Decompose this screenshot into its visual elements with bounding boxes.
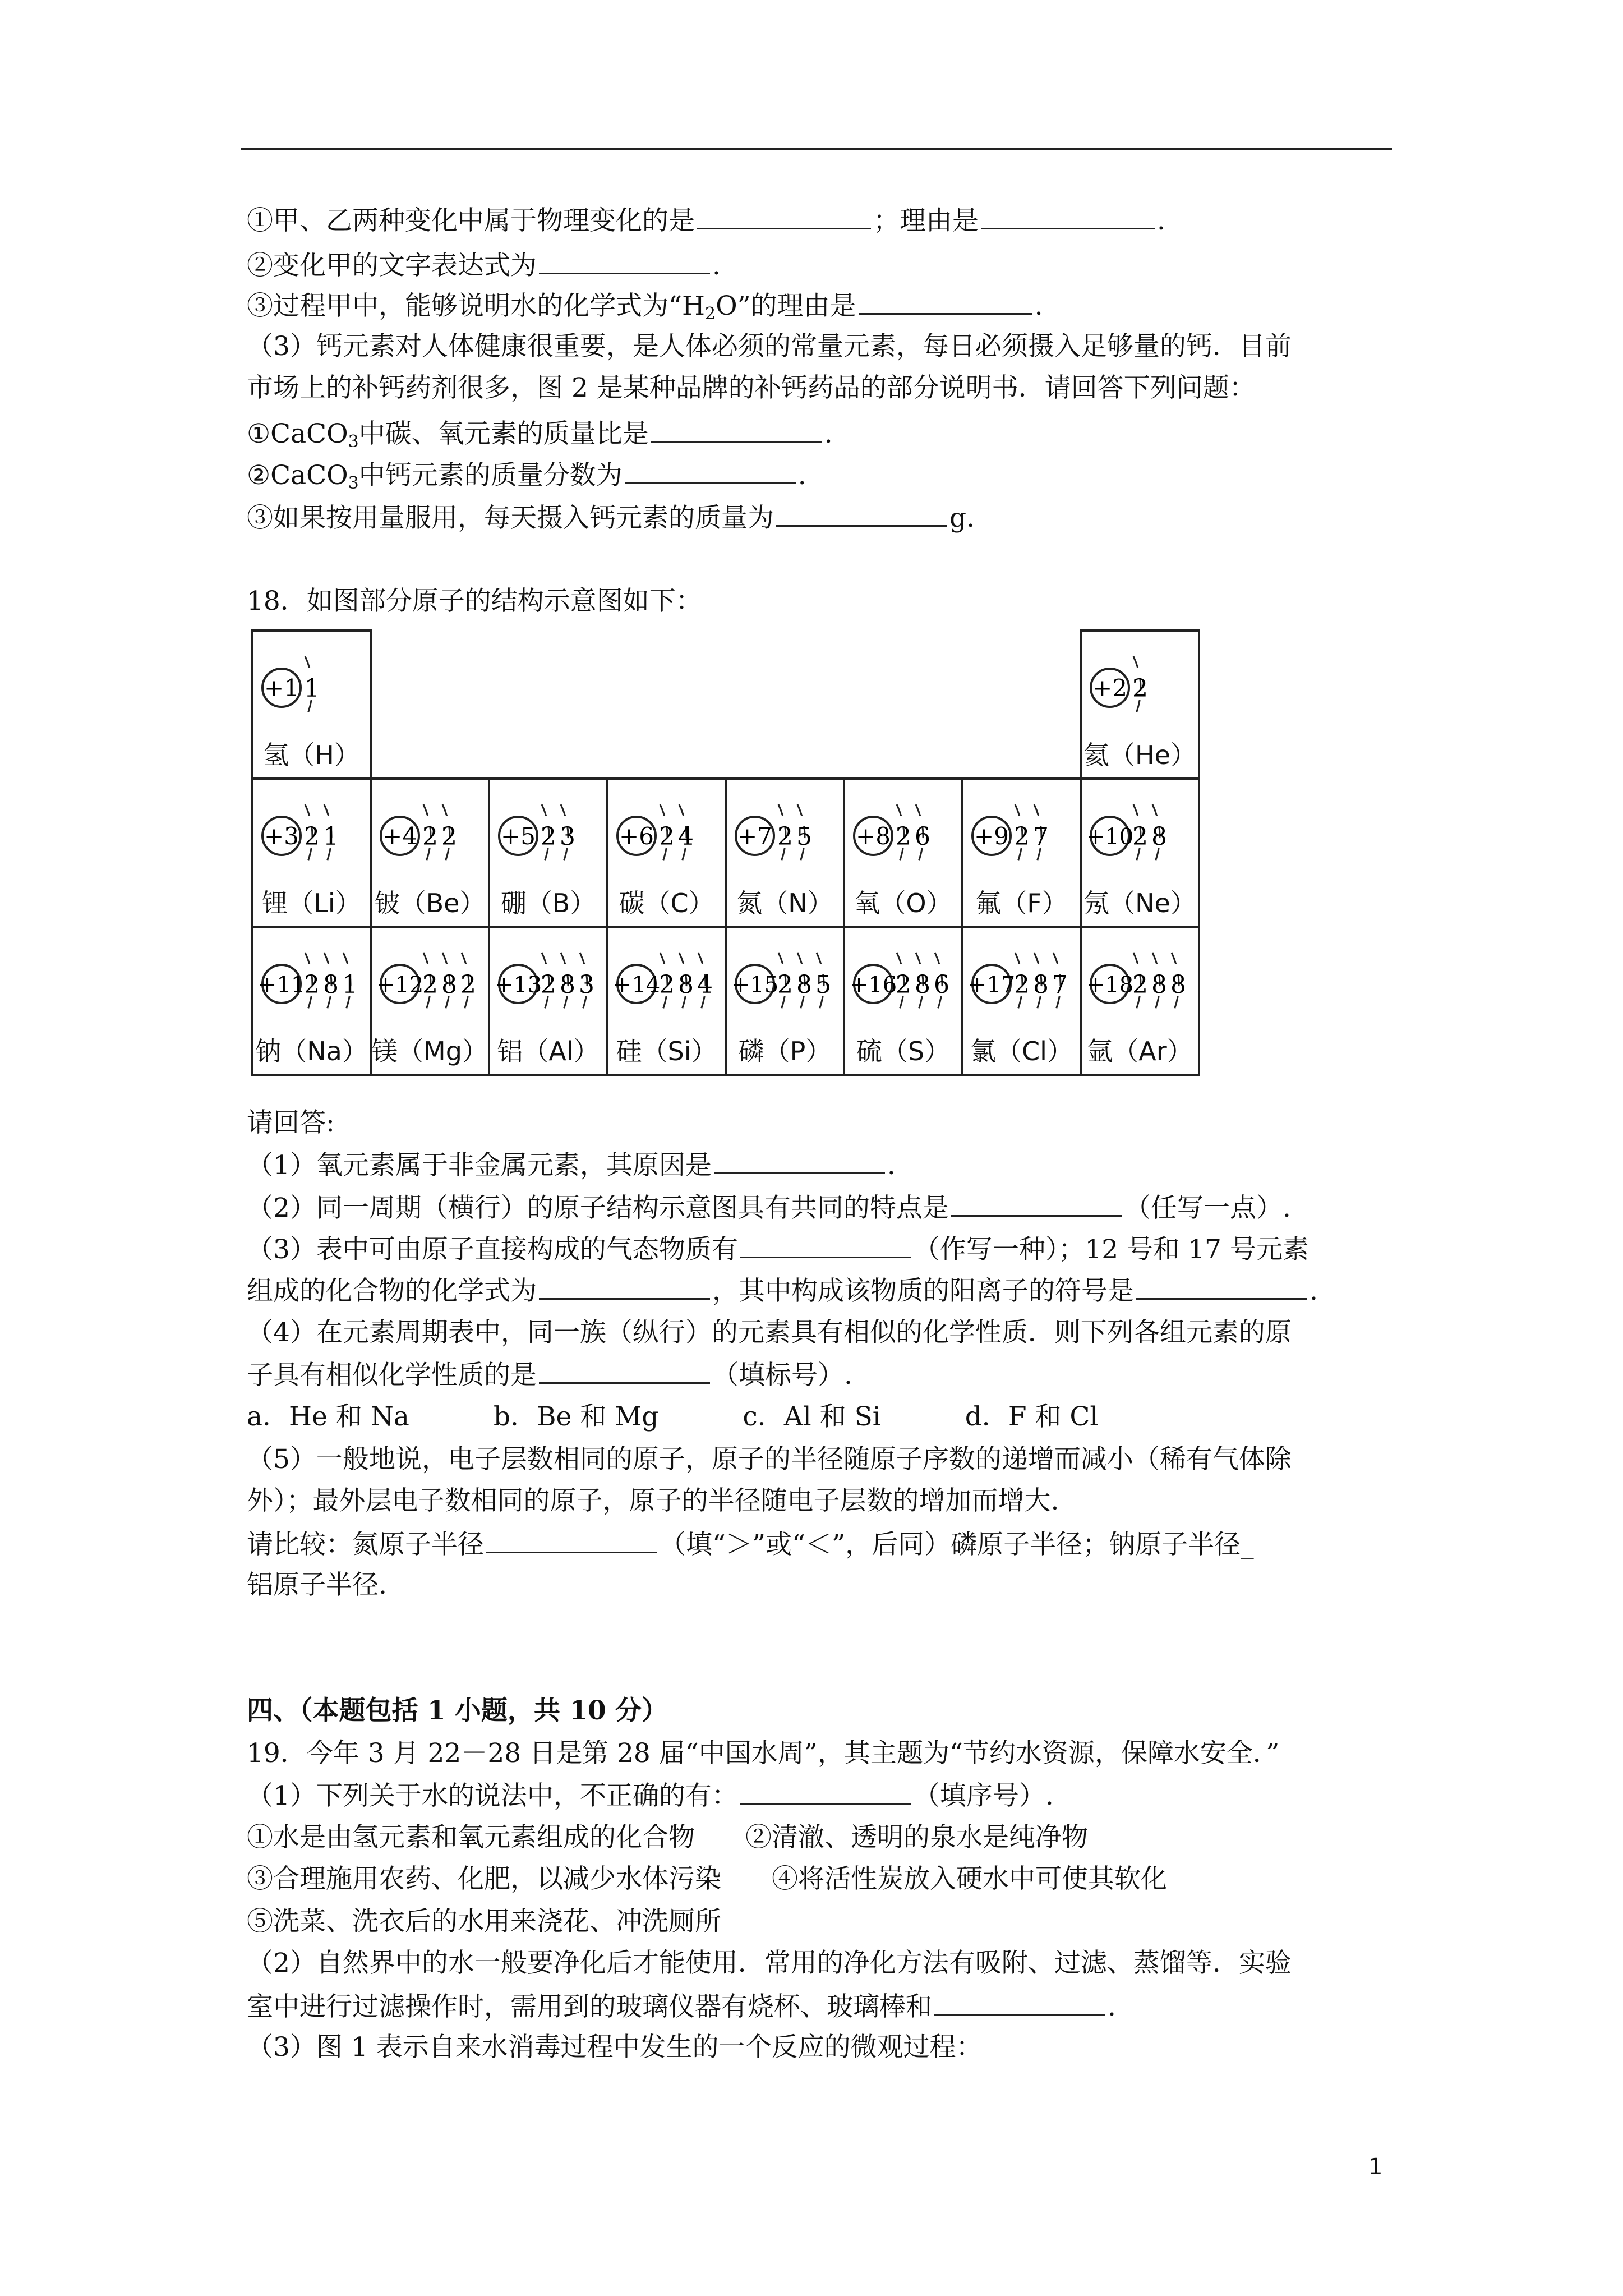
shell-electron-count: 2 (1132, 822, 1148, 851)
q19-options-row-1 (247, 1821, 1088, 1855)
atom-structure-diagram (256, 644, 366, 728)
nuclear-charge: +15 (731, 972, 779, 998)
q17-line-5: 市场上的补钙药剂很多，图 2 是某种品牌的补钙药品的部分说明书．请回答下列问题： (247, 372, 1256, 403)
q19-option-5: ⑤洗菜、洗衣后的水用来浇花、冲洗厕所 (247, 1906, 721, 1937)
shell-electron-count: 5 (796, 822, 812, 851)
atom-diagram-svg (256, 644, 366, 728)
q17-line-4: （3）钙元素对人体健康很重要，是人体必须的常量元素，每日必须摄入足够量的钙．目前 (247, 331, 1292, 362)
q19-option-4: ④将活性炭放入硬水中可使其软化 (772, 1864, 1167, 1894)
element-name: 碳（C） (619, 888, 714, 918)
nuclear-charge: +6 (619, 822, 654, 850)
atom-structure-diagram (492, 792, 602, 876)
nuclear-charge: +4 (382, 822, 417, 850)
shell-electron-count: 2 (1132, 674, 1148, 703)
element-name: 硫（S） (856, 1036, 951, 1066)
q17-line-1: ①甲、乙两种变化中属于物理变化的是 ；理由是 . (247, 203, 1165, 238)
atom-cell (370, 926, 490, 1076)
option-c: c．Al 和 Si (743, 1401, 881, 1432)
q18-part-3-line-2: 组成的化合物的化学式为 ，其中构成该物质的阳离子的符号是 . (247, 1273, 1318, 1308)
atom-structure-diagram (729, 792, 839, 876)
nuclear-charge: +14 (612, 972, 661, 998)
shell-electron-count: 5 (815, 970, 831, 999)
q18-part-4-line-1: （4）在元素周期表中，同一族（纵行）的元素具有相似的化学性质．则下列各组元素的原 (247, 1317, 1292, 1348)
atom-structure-diagram (374, 940, 484, 1024)
shell-electron-count: 2 (441, 822, 457, 851)
q17-line-6: ①CaCO$_3$中碳、氧元素的质量比是 . (247, 416, 833, 451)
atom-diagram-svg (374, 792, 484, 876)
shell-electron-count: 7 (1052, 970, 1068, 999)
nuclear-charge: +8 (856, 822, 891, 850)
shell-electron-count: 4 (697, 970, 713, 999)
atom-structure-diagram (611, 940, 721, 1024)
shell-electron-count: 2 (1014, 822, 1030, 851)
shell-electron-count: 8 (678, 970, 694, 999)
section-heading: 四、（本题包括 1 小题，共 10 分） (247, 1695, 668, 1726)
shell-electron-count: 6 (934, 970, 949, 999)
atom-diagram-svg (847, 940, 957, 1024)
atom-cell (488, 926, 608, 1076)
atom-cell (606, 777, 727, 928)
atom-diagram-svg (492, 940, 602, 1024)
q17-line-8: ③如果按用量服用，每天摄入钙元素的质量为 g. (247, 500, 975, 535)
atom-cell (725, 777, 845, 928)
element-name: 钠（Na） (255, 1036, 368, 1066)
nuclear-charge: +11 (257, 972, 306, 998)
atom-cell (1080, 926, 1200, 1076)
atom-diagram-svg (256, 940, 366, 1024)
element-name: 硼（B） (500, 888, 596, 918)
shell-electron-count: 1 (342, 970, 358, 999)
atom-structure-diagram (611, 792, 721, 876)
q19-option-3: ③合理施用农药、化肥，以减少水体污染 (247, 1864, 721, 1894)
nuclear-charge: +18 (1086, 972, 1134, 998)
element-name: 氟（F） (975, 888, 1068, 918)
element-name: 磷（P） (738, 1036, 832, 1066)
atom-cell (1080, 777, 1200, 928)
answer-blank[interactable] (740, 1232, 911, 1258)
answer-blank[interactable] (539, 1358, 710, 1384)
nuclear-charge: +10 (1086, 824, 1134, 850)
atom-diagram-svg (847, 792, 957, 876)
shell-electron-count: 2 (541, 822, 556, 851)
atom-structure-diagram (256, 940, 366, 1024)
element-name: 氩（Ar） (1087, 1036, 1193, 1066)
atom-diagram-svg (1084, 644, 1194, 728)
atom-structure-diagram (966, 940, 1076, 1024)
shell-electron-count: 2 (304, 970, 320, 999)
q18-part-5-line-1: （5）一般地说，电子层数相同的原子，原子的半径随原子序数的递增而减小（稀有气体除 (247, 1444, 1292, 1475)
element-name: 铍（Be） (374, 888, 486, 918)
element-name: 氖（Ne） (1083, 888, 1196, 918)
q19-options-row-2 (247, 1862, 1167, 1896)
shell-electron-count: 3 (579, 970, 594, 999)
atom-cell (725, 926, 845, 1076)
shell-electron-count: 3 (560, 822, 575, 851)
shell-electron-count: 1 (323, 822, 339, 851)
shell-electron-count: 8 (1170, 970, 1186, 999)
answer-blank[interactable] (539, 248, 710, 274)
atom-diagram-svg (374, 940, 484, 1024)
element-name: 镁（Mg） (372, 1036, 488, 1066)
atom-cell (843, 777, 963, 928)
atom-cell (251, 777, 372, 928)
answer-blank[interactable] (1136, 1273, 1307, 1300)
nuclear-charge: +16 (849, 972, 897, 998)
shell-electron-count: 7 (1033, 822, 1049, 851)
q19-option-1: ①水是由氢元素和氧元素组成的化合物 (247, 1822, 695, 1853)
atom-diagram-svg (492, 792, 602, 876)
answer-blank[interactable] (697, 203, 871, 229)
q18-part-5-line-4: 铝原子半径. (247, 1570, 387, 1600)
option-d: d．F 和 Cl (965, 1401, 1099, 1432)
shell-electron-count: 8 (441, 970, 457, 999)
atom-structure-diagram (374, 792, 484, 876)
element-name: 氯（Cl） (970, 1036, 1073, 1066)
atom-structure-diagram (1084, 644, 1194, 728)
shell-electron-count: 2 (659, 970, 675, 999)
q18-options (247, 1400, 1098, 1434)
option-a: a．He 和 Na (247, 1401, 409, 1432)
atom-structure-diagram (847, 792, 957, 876)
shell-electron-count: 2 (460, 970, 476, 999)
q17-line-3: ③过程甲中，能够说明水的化学式为“$H_2O$”的理由是 . (247, 288, 1043, 323)
q17-line-2: ②变化甲的文字表达式为 . (247, 248, 721, 283)
atom-cell (961, 926, 1082, 1076)
shell-electron-count: 8 (1151, 822, 1167, 851)
shell-electron-count: 2 (304, 822, 320, 851)
shell-electron-count: 2 (659, 822, 675, 851)
atom-diagram-svg (729, 940, 839, 1024)
nuclear-charge: +17 (967, 972, 1016, 998)
shell-electron-count: 4 (678, 822, 694, 851)
answer-blank[interactable] (951, 1190, 1122, 1217)
page-number: 1 (1368, 2154, 1383, 2180)
q18-part-4-line-2: 子具有相似化学性质的是 （填标号）. (247, 1358, 852, 1392)
shell-electron-count: 2 (1132, 970, 1148, 999)
header-rule (241, 148, 1392, 150)
shell-electron-count: 2 (896, 822, 911, 851)
atom-diagram-svg (611, 940, 721, 1024)
shell-electron-count: 2 (896, 970, 911, 999)
atom-diagram-svg (966, 792, 1076, 876)
nuclear-charge: +7 (737, 822, 772, 850)
atom-diagram-svg (966, 940, 1076, 1024)
q19-options-row-3 (247, 1905, 721, 1939)
nuclear-charge: +2 (1092, 674, 1127, 702)
q19-line-1: 19．今年 3 月 22－28 日是第 28 届“中国水周”，其主题为“节约水资源，保障水安全．” (247, 1738, 1280, 1769)
answer-blank[interactable] (740, 1778, 911, 1805)
shell-electron-count: 2 (422, 822, 438, 851)
q18-answer-intro: 请回答: (247, 1107, 335, 1138)
shell-electron-count: 2 (777, 970, 793, 999)
shell-electron-count: 2 (1014, 970, 1030, 999)
atom-diagram-svg (729, 792, 839, 876)
atom-cell (606, 926, 727, 1076)
q19-line-5: （3）图 1 表示自来水消毒过程中发生的一个反应的微观过程： (247, 2032, 983, 2063)
q18-part-5-line-2: 外）；最外层电子数相同的原子，原子的半径随电子层数的增加而增大. (247, 1485, 1059, 1516)
atom-diagram-svg (256, 792, 366, 876)
q19-line-4: 室中进行过滤操作时，需用到的玻璃仪器有烧杯、玻璃棒和 . (247, 1989, 1116, 2024)
shell-electron-count: 8 (560, 970, 575, 999)
atom-cell (488, 777, 608, 928)
shell-electron-count: 8 (1151, 970, 1167, 999)
q17-line-7: ②CaCO$_3$中钙元素的质量分数为 . (247, 458, 806, 493)
atom-diagram-svg (1084, 940, 1194, 1024)
q18-part-1: （1）氧元素属于非金属元素，其原因是 . (247, 1148, 896, 1182)
atom-cell (370, 777, 490, 928)
q19-line-2: （1）下列关于水的说法中，不正确的有： （填序号）. (247, 1778, 1054, 1813)
shell-electron-count: 1 (304, 674, 320, 703)
nuclear-charge: +13 (494, 972, 542, 998)
q19-line-3: （2）自然界中的水一般要净化后才能使用．常用的净化方法有吸附、过滤、蒸馏等．实验 (247, 1948, 1292, 1978)
atom-diagram-svg (1084, 792, 1194, 876)
answer-blank[interactable] (714, 1148, 885, 1174)
q18-part-5-line-3: 请比较：氮原子半径 （填“＞”或“＜”，后同）磷原子半径；钠原子半径_ (247, 1527, 1254, 1562)
atom-structure-diagram (256, 792, 366, 876)
element-name: 硅（Si） (616, 1036, 717, 1066)
atom-cell (251, 926, 372, 1076)
nuclear-charge: +9 (974, 822, 1009, 850)
answer-blank[interactable] (776, 500, 947, 527)
answer-blank[interactable] (859, 288, 1032, 315)
q19-option-2: ②清澈、透明的泉水是纯净物 (745, 1822, 1088, 1853)
shell-electron-count: 8 (323, 970, 339, 999)
q18-part-3-line-1: （3）表中可由原子直接构成的气态物质有 （作写一种）；12 号和 17 号元素 (247, 1232, 1309, 1267)
shell-electron-count: 2 (777, 822, 793, 851)
shell-electron-count: 8 (915, 970, 930, 999)
element-name: 氦（He） (1083, 740, 1196, 770)
q18-part-2: （2）同一周期（横行）的原子结构示意图具有共同的特点是 （任写一点）. (247, 1190, 1291, 1225)
element-name: 铝（Al） (497, 1036, 600, 1066)
answer-blank[interactable] (981, 203, 1155, 229)
atom-structure-diagram (1084, 792, 1194, 876)
nuclear-charge: +1 (264, 674, 299, 702)
atom-structure-diagram (1084, 940, 1194, 1024)
atom-cell (843, 926, 963, 1076)
element-name: 锂（Li） (262, 888, 361, 918)
element-name: 氮（N） (736, 888, 833, 918)
shell-electron-count: 8 (1033, 970, 1049, 999)
shell-electron-count: 2 (422, 970, 438, 999)
atom-structure-diagram (847, 940, 957, 1024)
shell-electron-count: 8 (796, 970, 812, 999)
nuclear-charge: +5 (501, 822, 536, 850)
answer-blank[interactable] (486, 1527, 657, 1553)
element-name: 氢（H） (263, 740, 360, 770)
atom-structure-diagram (966, 792, 1076, 876)
atom-structure-diagram (729, 940, 839, 1024)
shell-electron-count: 2 (541, 970, 556, 999)
option-b: b．Be 和 Mg (493, 1401, 659, 1432)
answer-blank[interactable] (651, 416, 822, 443)
atom-structure-diagram (492, 940, 602, 1024)
element-name: 氧（O） (854, 888, 952, 918)
atom-cell (1080, 629, 1200, 780)
shell-electron-count: 6 (915, 822, 930, 851)
nuclear-charge: +12 (376, 972, 424, 998)
atom-cell (251, 629, 372, 780)
answer-blank[interactable] (539, 1273, 710, 1300)
atom-structure-table (251, 629, 1198, 1076)
nuclear-charge: +3 (264, 822, 299, 850)
atom-cell (961, 777, 1082, 928)
answer-blank[interactable] (625, 458, 796, 484)
q18-title: 18．如图部分原子的结构示意图如下： (247, 586, 702, 616)
atom-diagram-svg (611, 792, 721, 876)
answer-blank[interactable] (934, 1989, 1105, 2016)
